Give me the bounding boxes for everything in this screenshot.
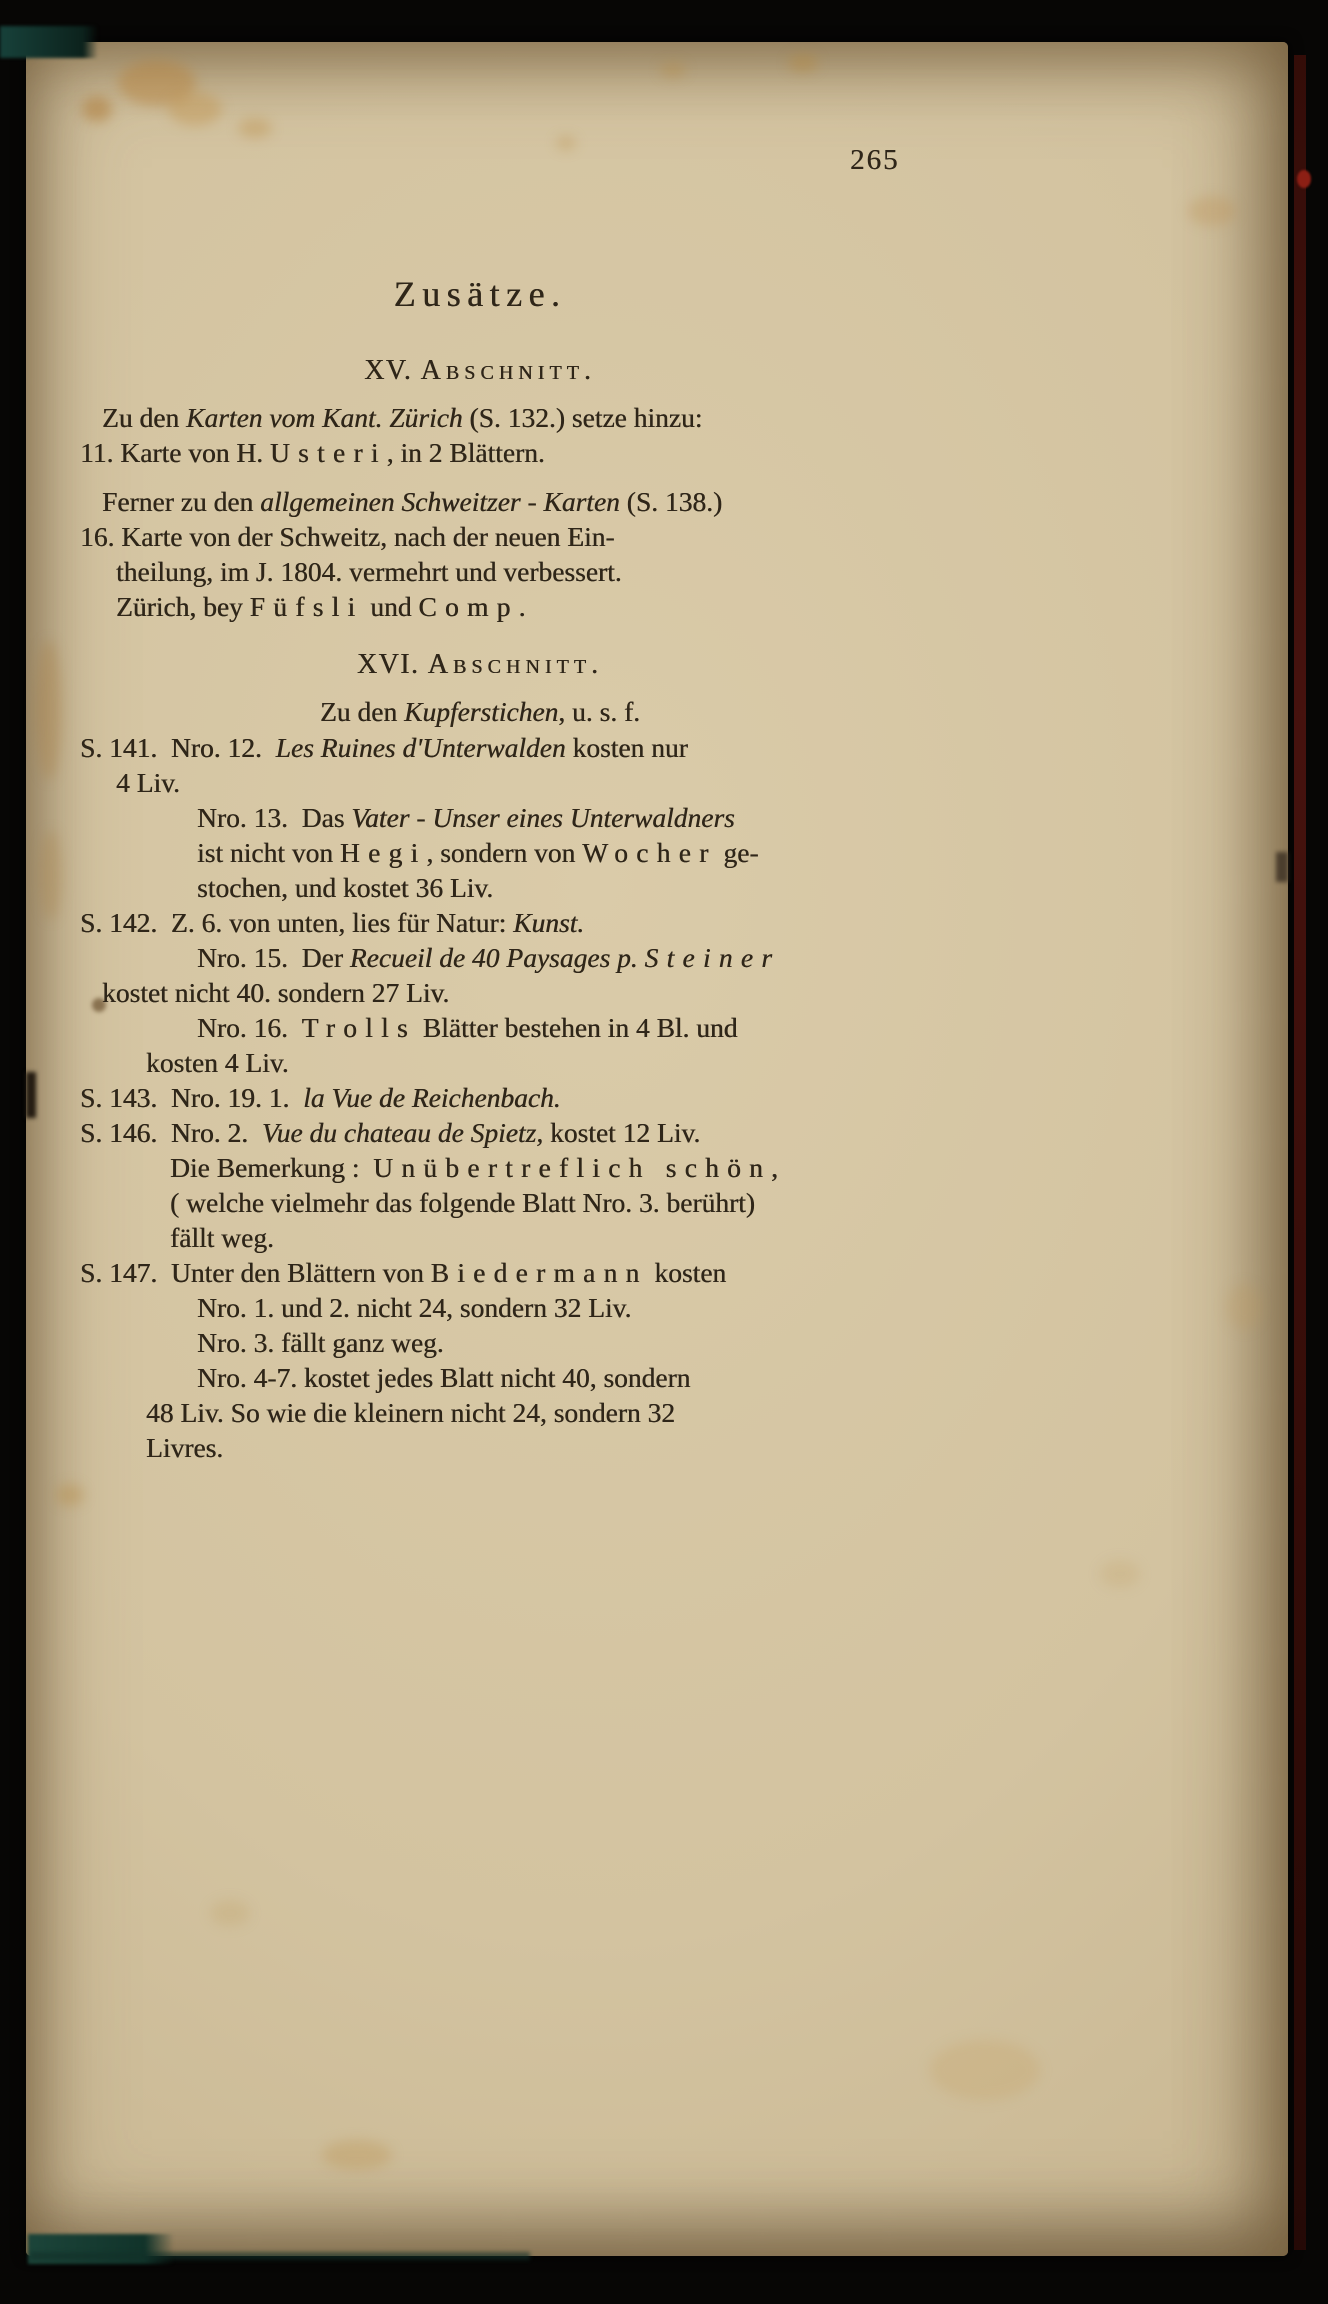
text-segment: stochen, und kostet 36 Liv. [197, 872, 494, 903]
binding-shadow-line [30, 2252, 530, 2260]
text-line [197, 940, 880, 975]
age-spot [168, 92, 222, 126]
text-segment: Trolls [301, 1012, 416, 1043]
text-segment: Hegi [339, 837, 427, 868]
text-line [80, 1080, 880, 1115]
text-segment: Füfsli [249, 591, 364, 622]
text-segment: kostet nicht 40. sondern 27 Liv. [102, 977, 450, 1008]
text-segment: kosten 4 Liv. [146, 1047, 289, 1078]
text-segment: 16. Karte von der Schweitz, nach der neuen Ein- [80, 521, 615, 552]
text-segment: Zu den [102, 402, 187, 433]
text-segment: Die Bemerkung : [170, 1152, 374, 1183]
age-spot [40, 830, 62, 920]
text-segment: Wocher [582, 837, 717, 868]
text-segment: Vater - Unser eines Unterwaldners [351, 802, 735, 833]
age-spot [36, 640, 62, 780]
text-line [197, 1290, 880, 1325]
age-spot [238, 118, 272, 138]
text-line [146, 1395, 880, 1430]
text-segment: Livres. [146, 1432, 224, 1463]
page-title [80, 272, 880, 316]
text-segment: , in 2 Blättern. [386, 437, 545, 468]
text-segment: (S. 132.) setze hinzu: [462, 402, 703, 433]
text-line [80, 694, 880, 730]
text-line [170, 1220, 880, 1255]
text-segment: ge- [716, 837, 759, 868]
text-segment: S. 142. Z. 6. von unten, lies für Natur: [80, 907, 514, 938]
text-segment: Steiner [644, 942, 781, 973]
text-segment: Comp. [418, 591, 534, 622]
age-spot [1226, 1284, 1262, 1330]
text-line [197, 870, 880, 905]
text-segment: Nro. 13. Das [197, 802, 352, 833]
text-line [102, 400, 880, 435]
book-edge-stripe [1294, 55, 1306, 2250]
text-segment: Kupferstichen [403, 696, 559, 727]
text-segment: 48 Liv. So wie die kleinern nicht 24, sondern 32 [146, 1397, 676, 1428]
text-segment: , u. s. f. [558, 696, 641, 727]
text-segment: fällt weg. [170, 1222, 274, 1253]
section-heading-xvi [80, 646, 880, 684]
text-line [116, 554, 880, 589]
text-line [102, 484, 880, 519]
text-segment: S. 143. Nro. 19. 1. [80, 1082, 304, 1113]
text-line [80, 435, 880, 470]
text-segment: Nro. 4-7. kostet jedes Blatt nicht 40, sondern [197, 1362, 691, 1393]
text-segment: ist nicht von [197, 837, 340, 868]
text-segment: Biedermann [430, 1257, 648, 1288]
text-line [146, 1430, 880, 1465]
age-spot [1100, 1560, 1140, 1588]
text-segment: Unübertreflich schön, [373, 1152, 787, 1183]
text-line [146, 1045, 880, 1080]
age-spot [82, 96, 112, 122]
text-segment: Kunst. [513, 907, 585, 938]
text-segment: S. 146. Nro. 2. [80, 1117, 262, 1148]
text-line [80, 905, 880, 940]
text-segment: Karten vom Kant. Zürich [186, 402, 463, 433]
text-segment: Zu den [319, 696, 404, 727]
text-segment: und [363, 591, 419, 622]
text-segment: 4 Liv. [116, 767, 180, 798]
age-spot [788, 54, 818, 72]
text-segment: S. 147. Unter den Blättern von [80, 1257, 431, 1288]
text-segment: Abschnitt. [427, 649, 604, 680]
book-edge-mark [1297, 170, 1311, 188]
age-spot [556, 136, 576, 150]
text-segment: kostet 12 Liv. [543, 1117, 701, 1148]
text-line [197, 1360, 880, 1395]
age-spot [660, 62, 686, 78]
age-spot [56, 1484, 84, 1506]
text-segment: allgemeinen Schweitzer - Karten [260, 486, 620, 517]
text-segment: XVI. [356, 649, 428, 680]
text-segment: Ferner zu den [102, 486, 261, 517]
text-block [80, 272, 880, 1465]
text-line [197, 1325, 880, 1360]
text-line [116, 765, 880, 800]
text-segment: kosten [647, 1257, 727, 1288]
text-line [197, 800, 880, 835]
text-segment: XV. [364, 355, 421, 386]
age-spot [322, 2140, 392, 2170]
text-segment: Nro. 3. fällt ganz weg. [197, 1327, 444, 1358]
text-segment: kosten nur [565, 732, 688, 763]
text-segment: Usteri [269, 437, 387, 468]
text-segment: theilung, im J. 1804. vermehrt und verbessert. [116, 556, 622, 587]
text-line [197, 1010, 880, 1045]
text-segment: Blätter bestehen in 4 Bl. und [415, 1012, 738, 1043]
text-segment: , sondern von [426, 837, 583, 868]
section-heading-xv [80, 352, 880, 390]
text-segment: Nro. 1. und 2. nicht 24, sondern 32 Liv. [197, 1292, 632, 1323]
binding-cloth-top [0, 26, 98, 58]
text-segment: (S. 138.) [619, 486, 723, 517]
text-segment: Recueil de 40 Paysages p. [349, 942, 645, 973]
text-segment: Nro. 16. [197, 1012, 302, 1043]
age-spot [210, 1900, 250, 1926]
text-line [116, 589, 880, 624]
text-line [80, 1115, 880, 1150]
paper-edge-mark-left [26, 1072, 36, 1118]
text-segment: 11. Karte von H. [80, 437, 270, 468]
text-segment: Zusätze. [393, 274, 567, 314]
text-segment: ( welche vielmehr das folgende Blatt Nro. 3. berührt) [170, 1187, 755, 1218]
text-segment: S. 141. Nro. 12. [80, 732, 276, 763]
text-line [80, 519, 880, 554]
text-segment: Zürich, bey [116, 591, 250, 622]
page-number: 265 [850, 144, 900, 176]
text-segment: Abschnitt. [420, 355, 596, 386]
text-segment: Vue du chateau de Spietz, [261, 1117, 544, 1148]
text-line [80, 730, 880, 765]
paper-edge-tick [1276, 852, 1288, 882]
text-segment: Les Ruines d'Unterwalden [275, 732, 566, 763]
text-line [170, 1150, 880, 1185]
text-line [170, 1185, 880, 1220]
text-segment: Nro. 15. Der [197, 942, 350, 973]
text-line [197, 835, 880, 870]
text-segment: la Vue de Reichenbach. [303, 1082, 561, 1113]
text-line [102, 975, 880, 1010]
age-spot [930, 2040, 1040, 2100]
age-spot [1188, 196, 1236, 226]
text-line [80, 1255, 880, 1290]
